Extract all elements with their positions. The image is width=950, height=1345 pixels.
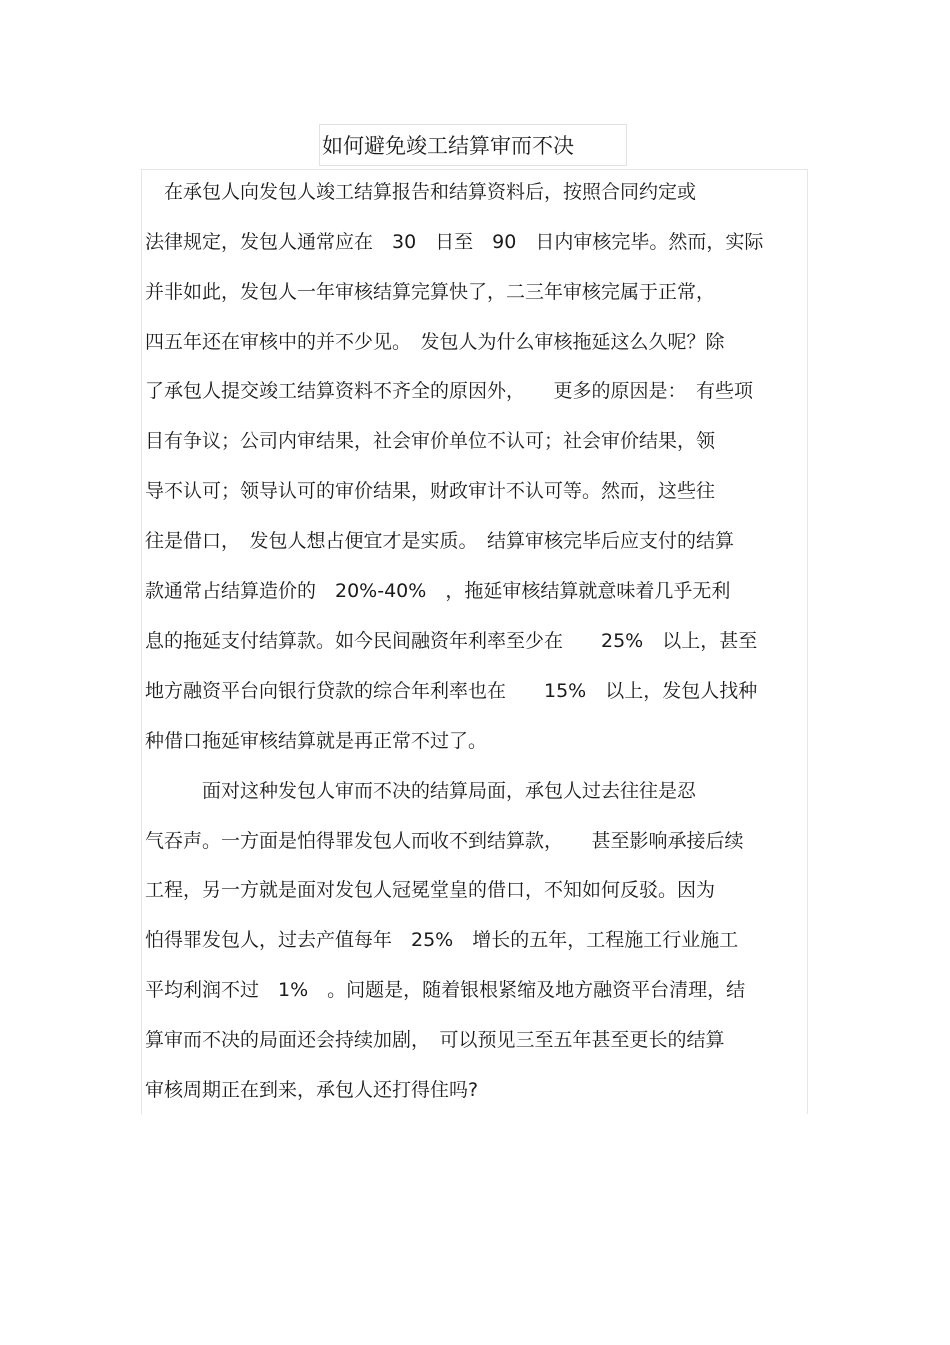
text-line-1: 在承包人向发包人竣工结算报告和结算资料后，按照合同约定或 [145,181,697,203]
text-line-3: 并非如此，发包人一年审核结算完算快了，二三年审核完属于正常， [145,281,716,303]
text-line-13: 面对这种发包人审而不决的结算局面，承包人过去往往是忍 [145,780,697,802]
text-line-17: 平均利润不过 1% 。问题是，随着银根紧缩及地方融资平台清理，结 [145,979,746,1001]
text-line-19: 审核周期正在到来，承包人还打得住吗? [145,1079,479,1101]
text-line-6: 目有争议；公司内审结果，社会审价单位不认可；社会审价结果，领 [145,430,716,452]
text-line-4: 四五年还在审核中的并不少见。 发包人为什么审核拖延这么久呢？除 [145,331,725,353]
text-line-7: 导不认可；领导认可的审价结果，财政审计不认可等。然而，这些往 [145,480,716,502]
text-line-12: 种借口拖延审核结算就是再正常不过了。 [145,730,488,752]
text-line-16: 怕得罪发包人，过去产值每年 25% 增长的五年，工程施工行业施工 [145,929,739,951]
text-line-10: 息的拖延支付结算款。如今民间融资年利率至少在 25% 以上，甚至 [145,630,758,652]
text-line-14: 气吞声。一方面是怕得罪发包人而收不到结算款， 甚至影响承接后续 [145,830,744,852]
text-line-11: 地方融资平台向银行贷款的综合年利率也在 15% 以上，发包人找种 [145,680,758,702]
text-line-5: 了承包人提交竣工结算资料不齐全的原因外， 更多的原因是： 有些项 [145,380,754,402]
text-line-2: 法律规定，发包人通常应在 30 日至 90 日内审核完毕。然而，实际 [145,231,764,253]
text-line-8: 往是借口， 发包人想占便宜才是实质。 结算审核完毕后应支付的结算 [145,530,735,552]
text-line-9: 款通常占结算造价的 20%-40% ，拖延审核结算就意味着几乎无利 [145,580,731,602]
document-title: 如何避免竣工结算审而不决 [319,124,627,166]
text-line-18: 算审而不决的局面还会持续加剧， 可以预见三至五年甚至更长的结算 [145,1029,725,1051]
text-line-15: 工程，另一方就是面对发包人冠冕堂皇的借口，不知如何反驳。因为 [145,879,716,901]
